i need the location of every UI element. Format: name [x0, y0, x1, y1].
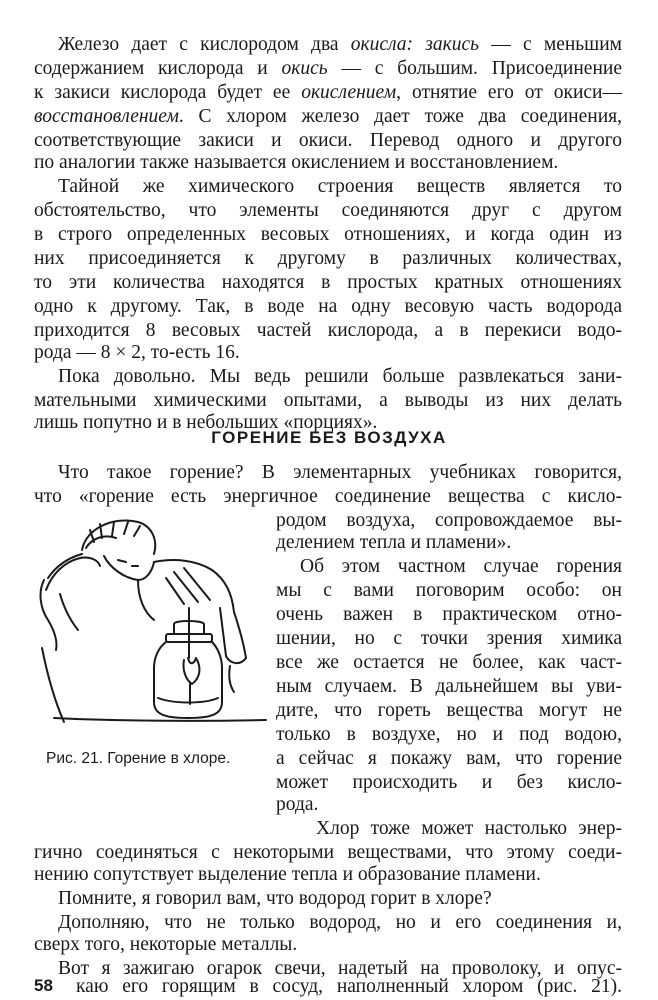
text-line: мы с вами поговорим особо: он [276, 580, 622, 601]
figure-caption: Рис. 21. Горение в хлоре. [46, 750, 231, 767]
page-number: 58 [34, 976, 53, 995]
text-line: мательными химическими опытами, а выводы из них делать [34, 390, 622, 411]
text-line: приходится 8 весовых частей кислорода, а в перекиси водо- [34, 320, 622, 341]
text-line: Пока довольно. Мы ведь решили больше развлекаться зани- [58, 366, 622, 387]
text-line: сверх того, некоторые металлы. [34, 934, 298, 955]
text-line: рода — 8 × 2, то-есть 16. [34, 342, 240, 363]
text-line: них присоединяется к другому в различных количествах, [34, 248, 622, 269]
text-line: каю его горящим в сосуд, наполненный хлором (рис. 21). [76, 976, 622, 997]
text-line: ным случаем. В дальнейшем вы уви- [276, 676, 622, 697]
text-line: восстановлением. С хлором железо дает тоже два соединения, [34, 106, 622, 127]
text-line: Тайной же химического строения веществ является то [58, 176, 622, 197]
text-line: может происходить и без кисло- [276, 772, 622, 793]
text-line: Железо дает с кислородом два окисла: закись — с меньшим [58, 34, 622, 55]
text-line: дите, что гореть вещества могут не [276, 700, 622, 721]
text-line: к закиси кислорода будет ее окислением, отнятие его от окиси— [34, 82, 622, 103]
text-line: по аналогии также называется окислением и восстановлением. [34, 152, 559, 173]
text-line: соответствующие закиси и окиси. Перевод одного и другого [34, 130, 622, 151]
text-line: содержанием кислорода и окись — с большим. Присоединение [34, 58, 622, 79]
text-line: одно к другому. Так, в воде на одну весовую часть водорода [34, 296, 622, 317]
text-line: а сейчас я покажу вам, что горение [276, 748, 622, 769]
text-line: Вот я зажигаю огарок свечи, надетый на проволоку, и опус- [58, 958, 622, 979]
text-line: Об этом частном случае горения [300, 556, 622, 577]
text-line: Хлор тоже может настолько энер- [316, 818, 622, 839]
text-line: делением тепла и пламени». [276, 532, 512, 553]
text-line: то эти количества находятся в простых кратных отношениях [34, 272, 622, 293]
text-line: все же остается не более, как част- [276, 652, 622, 673]
section-heading: ГОРЕНИЕ БЕЗ ВОЗДУХА [211, 428, 447, 447]
text-line: рода. [276, 794, 319, 815]
text-line: гично соединяться с некоторыми веществами, что этому соеди- [34, 842, 622, 863]
text-line: нению сопутствует выделение тепла и образование пламени. [34, 864, 541, 885]
text-line: в строго определенных весовых отношениях, и когда один из [34, 224, 622, 245]
text-line: обстоятельство, что элементы соединяются друг с другом [34, 200, 622, 221]
text-line: Дополняю, что не только водород, но и его соединения и, [58, 912, 622, 933]
text-line: родом воздуха, сопровождаемое вы- [276, 510, 622, 531]
text-line: шении, но с точки зрения химика [276, 628, 622, 649]
text-line: что «горение есть энергичное соединение вещества с кисло- [34, 486, 622, 507]
figure-illustration [34, 508, 270, 746]
text-line: очень важен в практическом отно- [276, 604, 622, 625]
text-line: только в воздухе, но и под водою, [276, 724, 622, 745]
text-line: Помните, я говорил вам, что водород горит в хлоре? [58, 888, 492, 909]
text-line: лишь попутно и в небольших «порциях». [34, 412, 378, 433]
text-line: Что такое горение? В элементарных учебниках говорится, [58, 462, 622, 483]
